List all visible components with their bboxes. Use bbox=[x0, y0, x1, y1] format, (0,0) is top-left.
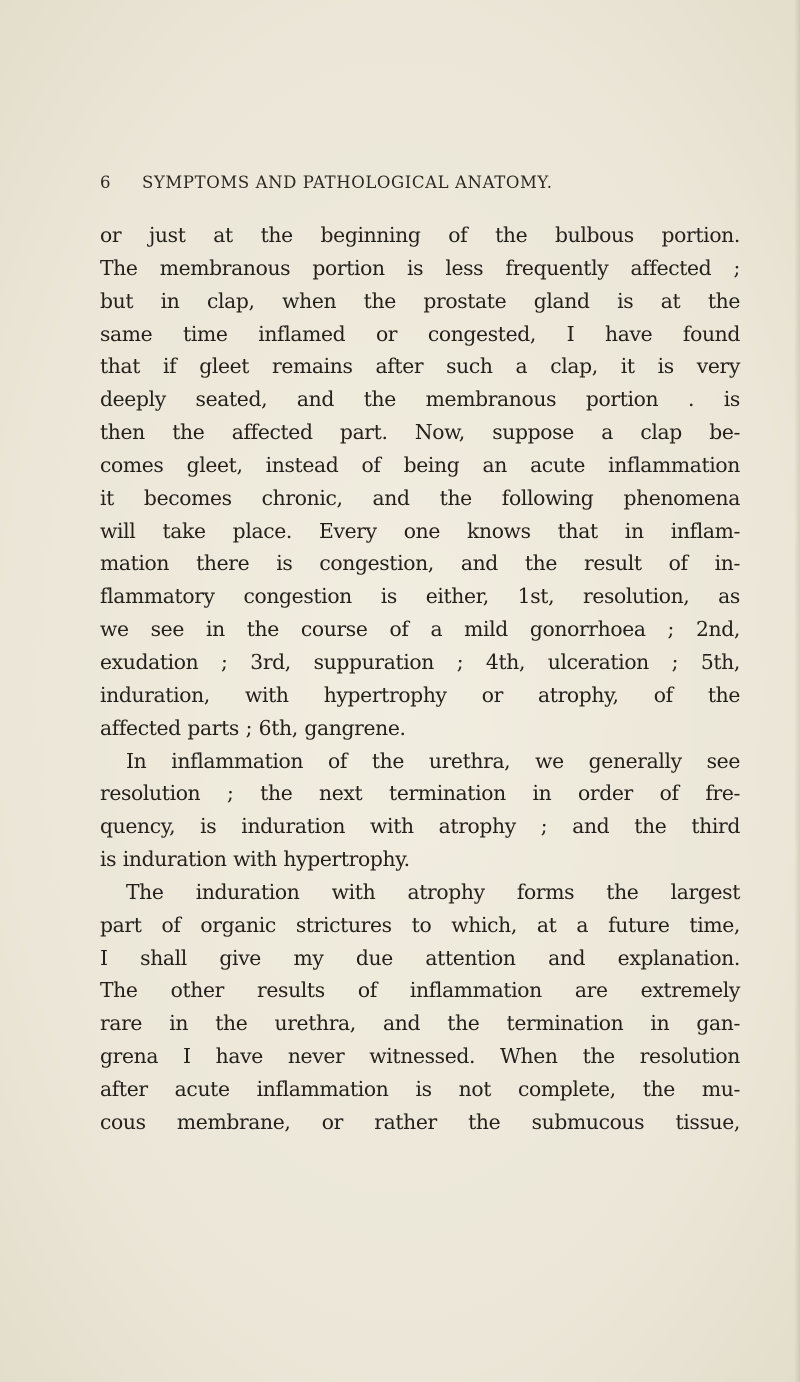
text-line: The membranous portion is less frequently affected ; bbox=[100, 255, 740, 280]
text-line: resolution ; the next termination in order of fre- bbox=[100, 781, 740, 806]
text-line: quency, is induration with atrophy ; and the third bbox=[100, 814, 740, 839]
text-line: but in clap, when the prostate gland is at the bbox=[100, 288, 740, 313]
body-text bbox=[100, 219, 740, 1139]
text-line: after acute inflammation is not complete, the mu- bbox=[100, 1076, 740, 1101]
text-line: grena I have never witnessed. When the resolution bbox=[100, 1044, 740, 1069]
text-line: cous membrane, or rather the submucous tissue, bbox=[100, 1109, 740, 1134]
text-line: affected parts ; 6th, gangrene. bbox=[100, 715, 406, 740]
text-line: deeply seated, and the membranous portion . is bbox=[100, 387, 740, 412]
text-line: is induration with hypertrophy. bbox=[100, 847, 410, 872]
paragraph-3 bbox=[100, 876, 740, 1139]
text-line: flammatory congestion is either, 1st, resolution, as bbox=[100, 584, 740, 609]
text-line: The induration with atrophy forms the largest bbox=[126, 879, 740, 904]
paragraph-2 bbox=[100, 745, 740, 876]
text-line: exudation ; 3rd, suppuration ; 4th, ulceration ; 5th, bbox=[100, 649, 740, 674]
running-head: SYMPTOMS AND PATHOLOGICAL ANATOMY. bbox=[142, 173, 553, 192]
text-line: or just at the beginning of the bulbous portion. bbox=[100, 223, 740, 247]
text-line: will take place. Every one knows that in inflam- bbox=[100, 518, 740, 543]
text-line: we see in the course of a mild gonorrhoea ; 2nd, bbox=[100, 617, 740, 642]
page-edge-shadow bbox=[794, 0, 800, 1382]
page-header bbox=[100, 173, 740, 197]
text-line: that if gleet remains after such a clap, it is very bbox=[100, 354, 740, 379]
text-line: same time inflamed or congested, I have found bbox=[100, 321, 740, 346]
text-line: The other results of inflammation are extremely bbox=[100, 978, 740, 1003]
text-line: induration, with hypertrophy or atrophy, of the bbox=[100, 682, 740, 707]
text-line: mation there is congestion, and the result of in- bbox=[100, 551, 740, 576]
text-line: In inflammation of the urethra, we generally see bbox=[126, 748, 740, 773]
text-line: rare in the urethra, and the termination in gan- bbox=[100, 1011, 740, 1036]
text-line: then the affected part. Now, suppose a clap be- bbox=[100, 420, 740, 445]
page-number: 6 bbox=[100, 173, 112, 192]
paragraph-1 bbox=[100, 219, 740, 745]
text-line: it becomes chronic, and the following phenomena bbox=[100, 485, 740, 510]
text-line: I shall give my due attention and explanation. bbox=[100, 945, 740, 970]
text-line: comes gleet, instead of being an acute inflammation bbox=[100, 452, 740, 477]
text-line: part of organic strictures to which, at a future time, bbox=[100, 912, 740, 937]
